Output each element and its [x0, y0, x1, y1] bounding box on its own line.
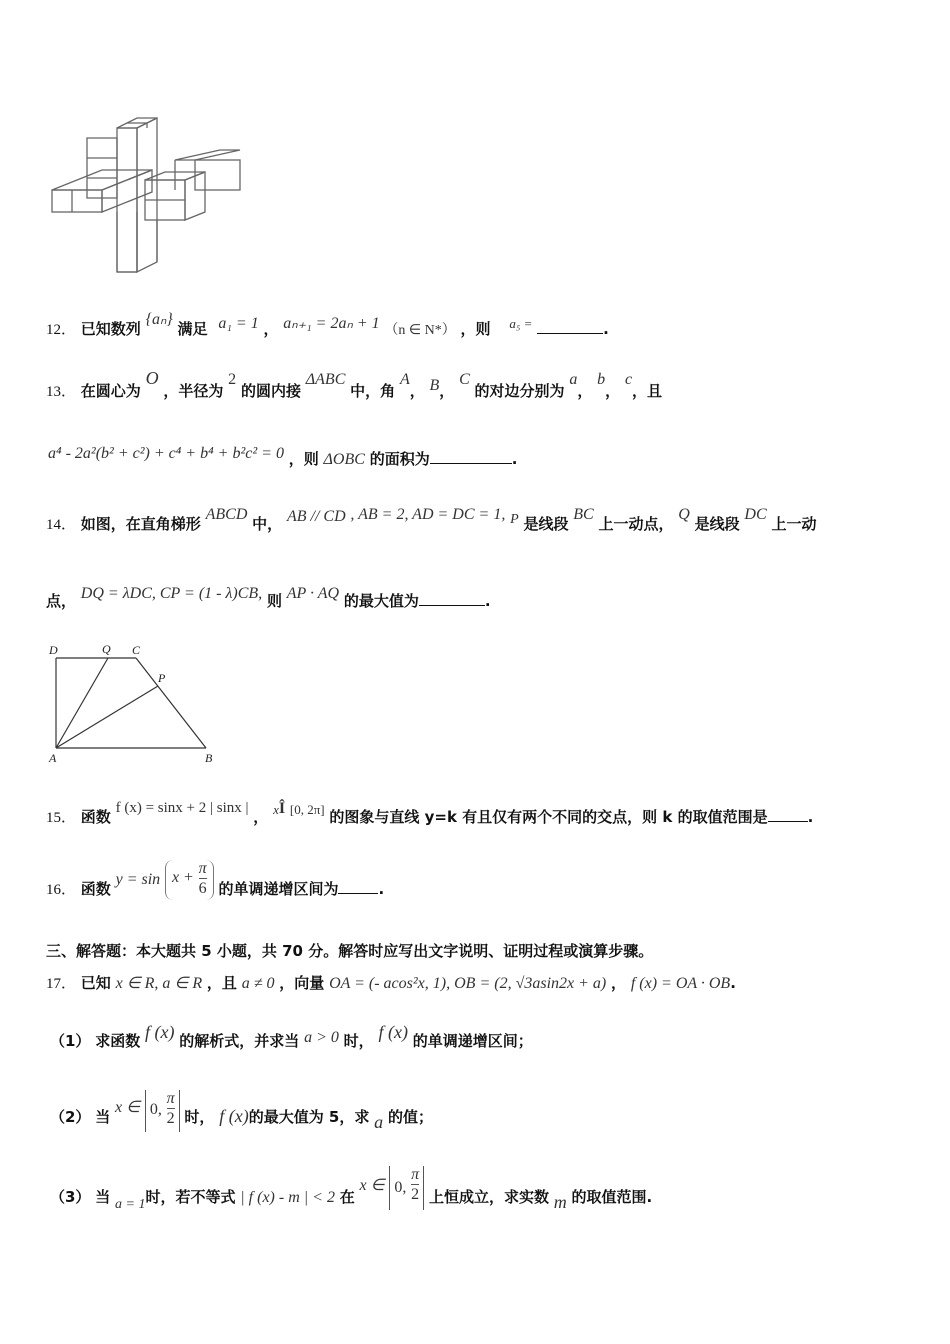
question-13-line-2	[48, 445, 518, 469]
q13-text-4: 中，角	[350, 382, 396, 400]
q17-a-nonzero: a ≠ 0	[241, 975, 275, 992]
q16-text-1: 函数	[80, 880, 111, 898]
q17-p2-text-1: 当	[95, 1108, 111, 1126]
question-13	[46, 368, 663, 401]
q17-part-2	[50, 1090, 433, 1134]
q14-end: .	[484, 592, 491, 610]
q17-p3-text-5: 的取值范围.	[571, 1188, 653, 1206]
q14-text-5: 是线段	[694, 515, 740, 533]
q13-O: O	[145, 368, 159, 388]
q17-text-3: ，向量	[279, 974, 325, 992]
q17-p3-zero: 0,	[394, 1179, 407, 1196]
q14-abcd: ABCD	[205, 506, 248, 523]
q17-p1-f2: f (x)	[378, 1022, 408, 1042]
q14-P: P	[510, 512, 519, 527]
q13-a: a	[569, 371, 578, 388]
q14-text-7: 点，	[46, 592, 77, 610]
q12-separator: ，	[263, 320, 279, 338]
q17-p3-two: 2	[411, 1186, 420, 1203]
q17-p1-text-1: 求函数	[95, 1032, 141, 1050]
q17-text-2: ，且	[206, 974, 237, 992]
q14-text-9: 的最大值为	[343, 592, 419, 610]
question-14	[46, 506, 817, 534]
q16-six: 6	[198, 880, 207, 897]
q17-p2-two: 2	[166, 1110, 175, 1127]
q12-text-3: ，则	[460, 320, 491, 338]
q14-number: 14．	[46, 517, 77, 533]
q15-text-2: 的图象与直线 y=k 有且仅有两个不同的交点，则 k 的取值范围是	[329, 808, 768, 826]
q13-number: 13．	[46, 384, 77, 400]
trapezoid-figure	[40, 640, 230, 770]
q17-p3-inequality: | f (x) - m | < 2	[240, 1189, 335, 1206]
q15-function: f (x) = sinx + 2 | sinx |	[115, 800, 249, 816]
q12-condition-3: （n ∈ N*）	[384, 323, 456, 338]
q14-text-4: 上一动点，	[598, 515, 674, 533]
q16-text-2: 的单调递增区间为	[218, 880, 339, 898]
q17-comma: ，	[611, 974, 627, 992]
q17-p3-pi: π	[411, 1166, 420, 1183]
q17-part-1	[50, 1022, 533, 1051]
q14-text-1: 如图，在直角梯形	[80, 515, 201, 533]
label-C: C	[132, 643, 141, 657]
q15-domain: [0, 2π]	[289, 802, 325, 817]
q15-in-symbol: Î	[278, 800, 286, 817]
q13-B: B	[429, 377, 440, 394]
q17-p3-text-4: 上恒成立，求实数	[428, 1188, 549, 1206]
question-14-line-2	[46, 585, 491, 611]
cross-block-figure	[40, 100, 250, 280]
q12-condition-2: aₙ₊₁ = 2aₙ + 1	[283, 315, 380, 332]
label-P: P	[158, 671, 166, 685]
q17-p2-a: a	[374, 1112, 384, 1132]
q13-text-7: ，则	[288, 450, 319, 468]
q17-p1-text-3: 时，	[343, 1032, 374, 1050]
q14-BC: BC	[573, 506, 594, 523]
q15-comma: ，	[253, 808, 269, 826]
q17-p1-label: （1）	[50, 1032, 91, 1050]
q13-end: .	[511, 450, 518, 468]
q17-p3-condition: a = 1	[115, 1197, 146, 1212]
q14-Q: Q	[678, 506, 690, 523]
q13-c: c	[624, 371, 633, 388]
q17-fx-def: f (x) = OA · OB	[630, 975, 731, 992]
label-Q: Q	[102, 642, 111, 656]
q17-p3-text-1: 当	[95, 1188, 111, 1206]
label-D: D	[49, 643, 58, 657]
label-A: A	[49, 751, 57, 765]
q12-target: a₅ =	[509, 316, 533, 331]
q14-DC: DC	[744, 506, 767, 523]
q17-p1-text-4: 的单调递增区间；	[412, 1032, 533, 1050]
q17-p2-x: x ∈	[115, 1099, 141, 1116]
question-15	[46, 800, 814, 827]
q17-p1-f: f (x)	[145, 1022, 175, 1042]
section-3-heading: 三、解答题：本大题共 5 小题，共 70 分。解答时应写出文字说明、证明过程或演算步骤。	[46, 942, 654, 960]
q14-condition-2: DQ = λDC, CP = (1 - λ)CB,	[80, 585, 263, 602]
q13-C: C	[459, 371, 470, 388]
q14-text-3: 是线段	[523, 515, 569, 533]
q16-number: 16．	[46, 882, 77, 898]
q15-number: 15．	[46, 810, 77, 826]
q13-triangle: ΔABC	[305, 371, 346, 388]
q17-p3-m: m	[553, 1192, 567, 1212]
q17-p1-condition: a > 0	[304, 1029, 339, 1046]
q17-p3-label: （3）	[50, 1188, 91, 1206]
q17-part-3	[50, 1166, 652, 1214]
q17-number: 17．	[46, 976, 77, 992]
q17-p2-f: f (x)	[219, 1106, 249, 1126]
q17-p2-text-2: 时，	[184, 1108, 215, 1126]
q13-text-8: 的面积为	[369, 450, 430, 468]
q13-radius: 2	[228, 371, 237, 388]
q16-end: .	[378, 880, 385, 898]
question-12	[46, 311, 609, 339]
q15-answer-blank[interactable]	[768, 821, 808, 822]
q12-condition-1: a₁ = 1	[218, 315, 259, 332]
q13-obc: ΔOBC	[323, 451, 365, 468]
q12-sequence: {aₙ}	[145, 311, 173, 328]
q17-p2-pi: π	[166, 1090, 175, 1107]
question-17	[46, 972, 736, 993]
label-B: B	[205, 751, 213, 765]
q17-p2-zero: 0,	[149, 1101, 162, 1118]
q17-end: .	[730, 974, 736, 992]
q14-parallel: AB // CD	[286, 508, 346, 525]
question-16	[46, 860, 384, 904]
q15-text-1: 函数	[80, 808, 111, 826]
q13-comma-3: ，	[577, 382, 593, 400]
q17-p2-text-3: 的最大值为 5，求	[248, 1108, 370, 1126]
q17-p3-text-3: 在	[339, 1188, 355, 1206]
q13-answer-blank[interactable]	[430, 463, 512, 464]
q13-equation: a⁴ - 2a²(b² + c²) + c⁴ + b⁴ + b²c² = 0	[48, 445, 284, 462]
q13-A: A	[399, 371, 410, 388]
q13-text-5: 的对边分别为	[474, 382, 565, 400]
q17-text-1: 已知	[80, 974, 111, 992]
q16-x: x +	[171, 869, 194, 886]
q12-text-2: 满足	[177, 320, 208, 338]
q16-function: y = sin	[115, 871, 161, 888]
q12-end: .	[603, 320, 609, 338]
q13-text-1: 在圆心为	[80, 382, 141, 400]
q17-p1-text-2: 的解析式，并求当	[179, 1032, 300, 1050]
q16-pi: π	[198, 860, 207, 877]
q15-x: x	[273, 802, 279, 817]
q17-p3-text-2: 时，若不等式	[145, 1188, 236, 1206]
q12-answer-blank[interactable]	[537, 333, 603, 334]
q14-condition: , AB = 2, AD = DC = 1,	[350, 506, 506, 523]
q16-answer-blank[interactable]	[338, 893, 378, 894]
q12-number: 12．	[46, 322, 77, 338]
q13-comma-2: ，	[439, 382, 455, 400]
q14-text-2: 中，	[252, 515, 283, 533]
q13-comma-1: ，	[409, 382, 425, 400]
q17-domain: x ∈ R, a ∈ R	[115, 975, 203, 992]
q15-end: .	[807, 808, 814, 826]
q13-text-2: ，半径为	[163, 382, 224, 400]
q13-text-3: 的圆内接	[240, 382, 301, 400]
q14-answer-blank[interactable]	[419, 605, 485, 606]
q17-p3-x: x ∈	[359, 1177, 385, 1194]
q14-text-6: 上一动	[771, 515, 817, 533]
q13-comma-4: ，	[605, 382, 621, 400]
q12-text-1: 已知数列	[80, 320, 141, 338]
q17-p2-label: （2）	[50, 1108, 91, 1126]
q17-p2-text-4: 的值；	[387, 1108, 433, 1126]
q14-text-8: 则	[266, 592, 282, 610]
q14-dot-product: AP · AQ	[286, 585, 340, 602]
q13-b: b	[597, 371, 606, 388]
q17-vectors: OA = (- acos²x, 1), OB = (2, √3asin2x + a)	[329, 975, 607, 992]
q13-text-6: ，且	[632, 382, 663, 400]
